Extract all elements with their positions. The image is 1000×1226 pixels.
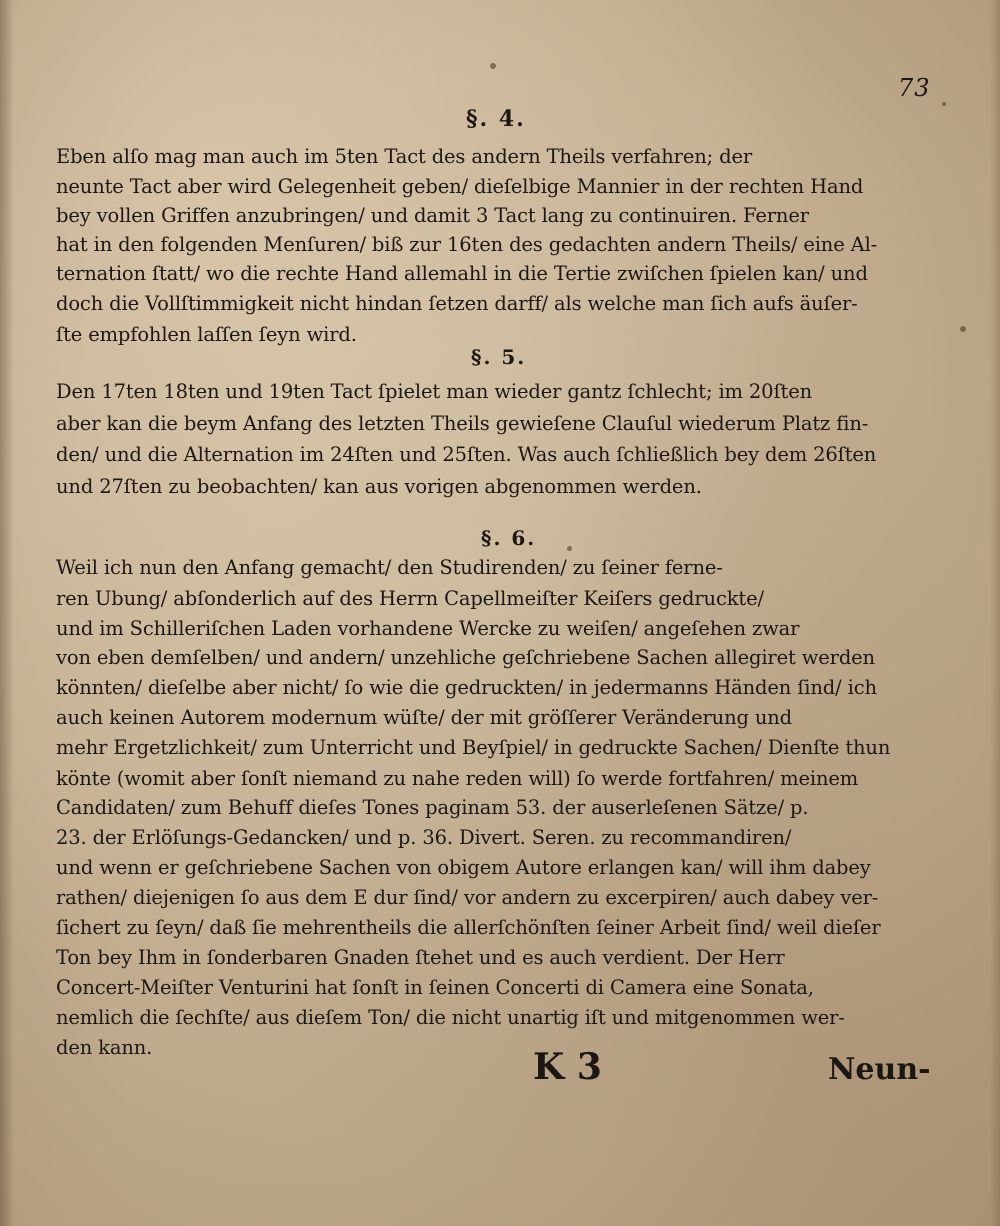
text-line: ren Ubung/ abſonderlich auf des Herrn Capellmeiſter Keiſers gedruckte/ — [56, 587, 764, 610]
section-6-heading: §. 6. — [481, 526, 537, 550]
text-line: und im Schilleriſchen Laden vorhandene Wercke zu weiſen/ angeſehen zwar — [56, 617, 800, 640]
text-line: ternation ſtatt/ wo die rechte Hand allemahl in die Tertie zwiſchen ſpielen kan/ und — [56, 262, 868, 285]
section-5-heading: §. 5. — [471, 345, 527, 369]
text-line: 23. der Erlöſungs-Gedancken/ und p. 36. Divert. Seren. zu recommandiren/ — [56, 826, 792, 849]
text-line: ſte empfohlen laſſen ſeyn wird. — [56, 323, 357, 346]
signature-mark: K 3 — [533, 1046, 602, 1088]
ink-spot — [490, 63, 496, 69]
text-line: von eben demſelben/ und andern/ unzehliche geſchriebene Sachen allegiret werden — [56, 646, 875, 669]
text-line: den/ und die Alternation im 24ſten und 25ſten. Was auch ſchließlich bey dem 26ſten — [56, 443, 877, 466]
text-line: aber kan die beym Anfang des letzten Theils gewieſene Clauſul wiederum Platz fin- — [56, 412, 869, 435]
text-line: den kann. — [56, 1036, 153, 1059]
text-line: könte (womit aber ſonſt niemand zu nahe reden will) ſo werde fortfahren/ meinem — [56, 767, 859, 790]
text-line: rathen/ diejenigen ſo aus dem E dur ſind/ vor andern zu excerpiren/ auch dabey ver- — [56, 886, 879, 909]
text-line: bey vollen Griffen anzubringen/ und damit 3 Tact lang zu continuiren. Ferner — [56, 204, 809, 227]
catchword: Neun- — [828, 1052, 931, 1087]
page-edge-shadow-right — [990, 0, 1000, 1226]
ink-spot — [942, 102, 946, 106]
text-line: auch keinen Autorem modernum wüſte/ der mit gröſſerer Veränderung und — [56, 706, 793, 729]
text-line: doch die Vollſtimmigkeit nicht hindan ſetzen darff/ als welche man ſich aufs äuſer- — [56, 292, 858, 315]
text-line: Den 17ten 18ten und 19ten Tact ſpielet man wieder gantz ſchlecht; im 20ſten — [56, 380, 812, 403]
ink-spot — [960, 326, 966, 332]
text-line: Concert-Meiſter Venturini hat ſonſt in ſeinen Concerti di Camera eine Sonata, — [56, 976, 814, 999]
text-line: ſichert zu ſeyn/ daß ſie mehrentheils die allerſchönſten ſeiner Arbeit ſind/ weil dieſer — [56, 916, 881, 939]
section-4-heading: §. 4. — [466, 106, 526, 132]
page-edge-shadow-left — [0, 0, 14, 1226]
text-line: und 27ſten zu beobachten/ kan aus vorigen abgenommen werden. — [56, 475, 702, 498]
text-line: mehr Ergetzlichkeit/ zum Unterricht und Beyſpiel/ in gedruckte Sachen/ Dienſte thun — [56, 736, 891, 759]
text-line: Weil ich nun den Anfang gemacht/ den Studirenden/ zu ſeiner ferne- — [56, 556, 723, 579]
text-line: könnten/ dieſelbe aber nicht/ ſo wie die gedruckten/ in jedermanns Händen ſind/ ich — [56, 676, 877, 699]
text-line: und wenn er geſchriebene Sachen von obigem Autore erlangen kan/ will ihm dabey — [56, 856, 871, 879]
text-line: Candidaten/ zum Behuff dieſes Tones paginam 53. der auserleſenen Sätze/ p. — [56, 796, 809, 819]
ink-spot — [567, 546, 572, 551]
page-number: 73 — [898, 74, 931, 102]
text-line: hat in den folgenden Menſuren/ biß zur 16ten des gedachten andern Theils/ eine Al- — [56, 233, 878, 256]
text-line: Ton bey Ihm in ſonderbaren Gnaden ſtehet und es auch verdient. Der Herr — [56, 946, 785, 969]
text-line: nemlich die ſechſte/ aus dieſem Ton/ die nicht unartig iſt und mitgenommen wer- — [56, 1006, 845, 1029]
text-line: Eben alſo mag man auch im 5ten Tact des andern Theils verfahren; der — [56, 145, 753, 168]
text-line: neunte Tact aber wird Gelegenheit geben/ dieſelbige Mannier in der rechten Hand — [56, 175, 864, 198]
